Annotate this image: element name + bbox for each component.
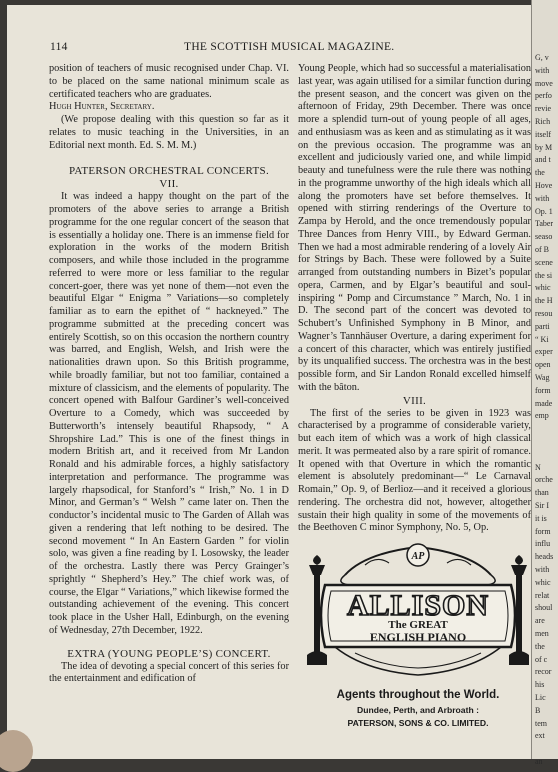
section-viii-paragraph: The first of the series to be given in 1923 was characterised by a programme of considerable variety, but each item of which was a work of high classical merit. It was permeated also by a rare spirit of romance. It opened with that Overture in which the romantic element is absolutely predominant—“ Le Carnaval Romain,” Op. 9, of Berlioz—and it received a glorious rendering. The orchestra did not, however, altogether sustain their high quality in some of the movements of the Beethoven C minor Symphony, No. 5, Op. — [298, 407, 531, 534]
facing-page-fragment: form — [535, 385, 551, 395]
facing-page-fragment: recor — [535, 667, 552, 677]
facing-page-fragment: heads — [535, 552, 554, 562]
facing-page-fragment: B — [535, 705, 541, 715]
facing-page-fragment: form — [535, 526, 551, 536]
ad-cities: Dundee, Perth, and Arbroath : — [357, 705, 479, 715]
ad-tagline: Agents throughout the World. — [336, 689, 500, 701]
facing-page-edge — [531, 0, 558, 766]
facing-page-fragment: emp — [535, 411, 549, 421]
section-vii-label: VII. — [159, 178, 179, 191]
facing-page-fragment: resou — [535, 309, 553, 318]
allison-ad-artwork — [305, 535, 531, 687]
facing-page-fragment: ext — [535, 731, 545, 741]
facing-page-fragment: the — [535, 168, 545, 178]
monogram-text: AP — [411, 551, 425, 562]
young-people-paragraph: Young People, which had so successful a materialisation last year, was again utilised for a similar function during the present season, and the concert was given on the afternoon of Friday, 29th December. There was once more a splendid turn-out of young people of all ages, and enthusiasm was as keen and as stimulating as it was on the previous occasion. The programme was an excellent and judiciously varied one, and while limpid beauty and tunefulness were the rule there was nothing in the programme unworthy of the high ideals which all along the promoters have set before themselves. It opened with stirring renderings of the Overture to Zampa by Herold, and the once tremendously popular Three Dances from Henry VIII., by Edward German. Then we had a most admirable rendering of a lovely Air for Strings by Bach. These were followed by a Suite arranged from outstanding numbers in Bizet’s popular opera, Carmen, and by Elgar’s beautiful and soul-inspiring “ Pomp and Circumstance ” March, No. 1 in D. The second part of the concert was devoted to Schubert’s Unfinished Symphony in B Minor, and Wagner’s Tannhäuser Overture, a daring experiment for a concert of this character, which was entirely justified by its unqualified success. The orchestra was in the best possible form, and Sir Landon Ronald excelled himself with the bâton. — [298, 63, 531, 393]
facing-page-fragment: Hove — [535, 181, 553, 190]
facing-page-fragment: perfo — [535, 91, 552, 101]
facing-page-fragment: an — [535, 757, 543, 766]
facing-page-fragment: men — [535, 629, 549, 638]
allison-piano-advertisement — [305, 535, 531, 728]
facing-page-fragment: revie — [535, 104, 551, 114]
facing-page-fragment: made — [535, 398, 553, 408]
editor-note: (We propose dealing with this question so far as it relates to music teaching in the Universities, in an Editorial next month. Ed. S. M. M.) — [49, 114, 289, 151]
facing-page-fragment: the si — [535, 270, 553, 280]
extra-concert-heading: EXTRA (YOUNG PEOPLE’S) CONCERT. — [67, 647, 271, 660]
section-vii-paragraph: It was indeed a happy thought on the part of the promoters of the above series to arrange a British programme for the one regular concert of the season that is essentially a holiday one. There is an immense field for exploration in the works of the modern British composers, and while those included in the programme referred to were more or less familiar to the regular concert-goer, there was yet none of them—not even the beautiful Elgar “ Enigma ” Variations—so completely familiar as to earn the epithet of “ hackneyed.” The programme submitted at the preceding concert was entirely Scottish, so on this occasion the northern country was barred, and English, Welsh, and Irish were the nationalities drawn upon. So this British programme, while broadly familiar, but not too familiar, contained a mixture of classicism, and the elements of popularity. The concert opened with Balfour Gardiner’s well-conceived Overture to a Comedy, which was succeeded by Butterworth’s intensely beautiful Rhapsody, “ A Shropshire Lad.” This is one of the finest things in modern British art, and it received from Mr Landon Ronald and his admirable forces, a highly satisfactory interpretation and performance. The programme was largely rhapsodical, for Stanford’s “ Irish,” No. 1 in D Minor, and German’s “ Welsh ” came later on. Then the conductor’s incidental music to The Garden of Allah was given a rendering that left nothing to be desired. The second movement “ In An Eastern Garden ” for violin solo, was given a fine reading by I. Losowsky, the leader of the orchestra. Lastly there was Percy Grainger’s sprightly “ Shepherd’s Hey.” The chief work was, of course, the Elgar “ Variations,” which likewise formed the outstanding achievement of the evening. This concert took place in the Usher Hall, Edinburgh, on the evening of Wednesday, 27th December, 1922. — [49, 191, 289, 636]
ad-company: PATERSON, SONS & CO. LIMITED. — [347, 718, 489, 728]
facing-page-fragment: tem — [535, 718, 547, 728]
facing-page-fragment: orche — [535, 475, 553, 485]
brand-subtitle-2: ENGLISH PIANO — [369, 630, 467, 644]
facing-page-fragment: by M — [535, 142, 553, 152]
signature — [49, 101, 289, 114]
facing-page-fragment: and t — [535, 155, 551, 165]
facing-page-fragment: parti — [535, 321, 550, 331]
article-heading: PATERSON ORCHESTRAL CONCERTS. — [68, 165, 270, 178]
facing-page-fragment: G, v — [535, 53, 549, 62]
magazine-page — [7, 5, 531, 759]
facing-page-fragment: scene — [535, 257, 553, 267]
facing-page-fragment: whic — [535, 283, 551, 293]
facing-page-fragment: Lic — [535, 693, 546, 702]
facing-page-fragment: the — [535, 641, 545, 651]
facing-page-fragment: open — [535, 360, 551, 370]
facing-page-fragment: relat — [535, 590, 550, 600]
section-viii-label: VIII. — [402, 394, 427, 407]
facing-page-fragment: with — [535, 193, 550, 203]
facing-page-fragment: seaso — [535, 232, 553, 242]
facing-page-fragment: Op. 1 — [535, 206, 553, 216]
facing-page-fragment: Rich — [535, 117, 551, 126]
page-number: 114 — [50, 41, 68, 53]
intro-paragraph: position of teachers of music recognised under Chap. VI. to be placed on the same national minimum scale as certificated teachers who are graduates. — [49, 63, 289, 100]
facing-page-fragment: are — [535, 616, 545, 626]
signature-name: Hugh Hunter — [49, 101, 105, 113]
facing-page-fragment: whic — [535, 577, 551, 587]
facing-page-fragment: of c — [535, 654, 548, 664]
facing-page-fragment: itself — [535, 129, 551, 139]
facing-page-fragment: with — [535, 65, 550, 75]
facing-page-fragment: exper — [535, 347, 553, 357]
extra-concert-paragraph: The idea of devoting a special concert of this series for the entertainment and edification of — [49, 660, 289, 685]
signature-role: , Secretary. — [104, 101, 155, 113]
facing-page-fragment: N — [535, 462, 541, 472]
facing-page-fragment: the H — [535, 296, 553, 306]
facing-page-fragment: it is — [535, 513, 547, 523]
facing-page-fragment: move — [535, 78, 553, 88]
facing-page-fragment: Sir I — [535, 501, 549, 510]
facing-page-fragment: influ — [535, 539, 551, 549]
facing-page-fragment: than — [535, 488, 549, 498]
thumb-edge — [0, 730, 33, 772]
brand-subtitle-1: The GREAT — [388, 619, 448, 631]
facing-page-fragment: Wag — [535, 373, 550, 382]
facing-page-fragment: Taber — [535, 219, 554, 229]
facing-page-fragment: with — [535, 565, 550, 574]
facing-page-fragment: his — [535, 680, 545, 690]
facing-page-fragment: shoul — [535, 603, 553, 613]
facing-page-fragment: of B — [535, 245, 549, 254]
facing-page-fragment: “ Ki — [535, 334, 549, 344]
left-column — [49, 63, 289, 686]
running-title: THE SCOTTISH MUSICAL MAGAZINE. — [184, 41, 395, 53]
right-column — [298, 63, 531, 535]
brand-name: ALLISON — [346, 589, 490, 622]
